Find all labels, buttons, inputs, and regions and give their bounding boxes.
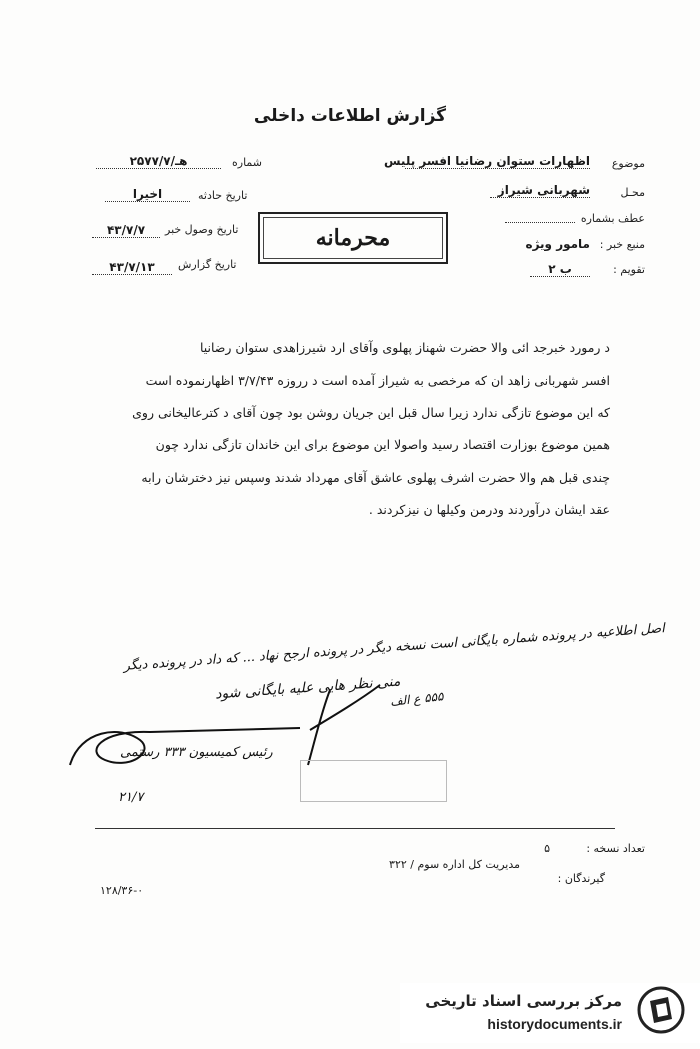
- body-line-3: که این موضوع تازگی ندارد زیرا سال قبل این جریان روشن بود چون آقای د کترعالیخانی روی: [132, 405, 610, 420]
- subject-value: اظهارات ستوان رضانیا افسر پلیس: [383, 154, 590, 168]
- place-value: شهربانی شیراز: [490, 183, 590, 198]
- subject-label: موضوع: [611, 157, 645, 170]
- reference-label: عطف بشماره: [580, 212, 645, 225]
- recipients-label: گیرندگان :: [557, 872, 605, 885]
- faint-stamp-box: [300, 760, 447, 802]
- watermark-logo-icon: [636, 985, 686, 1035]
- handwritten-signature: رئیس کمیسیون ۳۳۳ رستمی: [120, 745, 273, 760]
- confidential-stamp: [258, 212, 448, 264]
- document-title: گزارش اطلاعات داخلی: [253, 106, 447, 126]
- body-line-6: عقد ایشان درآوردند ودرمن وکیلها ن نیزکردند .: [368, 502, 610, 517]
- body-line-1: د رمورد خبرجد ائی والا حضرت شهناز پهلوی وآقای ارد شیرزاهدی ستوان رضانیا: [199, 340, 610, 355]
- calendar-value: ب ۲: [530, 262, 590, 277]
- handwritten-note-ref: ۵۵۵ ع الف: [389, 689, 445, 709]
- body-line-4: همین موضوع بوزارت اقتصاد رسید واصولا این موضوع برای این خاندان تازگی ندارد چون: [155, 437, 610, 452]
- watermark-url: historydocuments.ir: [487, 1016, 622, 1032]
- number-label: شماره: [232, 156, 263, 169]
- body-line-2: افسر شهربانی زاهد ان که مرخصی به شیراز آمده است د رروزه ۳/۷/۴۳ اظهارنموده است: [145, 373, 610, 388]
- copies-value: ۵: [544, 842, 550, 855]
- report-date-label: تاریخ گزارش: [178, 258, 237, 271]
- report-date-value: ۴۳/۷/۱۳: [92, 260, 172, 275]
- recipients-value: مدیریت کل اداره سوم / ۳۲۲: [389, 858, 520, 871]
- receive-date-label: تاریخ وصول خبر: [165, 223, 239, 236]
- event-date-label: تاریخ حادثه: [198, 189, 248, 202]
- signature-date: ۲۱/۷: [118, 790, 144, 805]
- place-label: محـل: [620, 186, 645, 199]
- number-value: ۲۵۷۷/۷/هـ: [96, 154, 221, 169]
- source-label: منبع خبر :: [599, 238, 645, 251]
- watermark-org-name: مرکز بررسی اسناد تاریخی: [425, 992, 622, 1010]
- handwritten-note-line-2: منی نظر هایی علیه بایگانی شود: [214, 673, 401, 703]
- receive-date-value: ۴۳/۷/۷: [92, 223, 160, 238]
- reference-blank: [505, 222, 575, 223]
- calendar-label: تقویم :: [613, 263, 645, 276]
- copies-label: تعداد نسخه :: [586, 842, 645, 855]
- document-reference: ۱۲۸/۳۶-۰: [100, 884, 144, 897]
- event-date-value: اخیرا: [105, 187, 190, 202]
- body-line-5: چندی قبل هم والا حضرت اشرف پهلوی عاشق آقای مهرداد شدند وسپس نیز دخترشان رابه: [141, 470, 610, 485]
- stamp-text: محرمانه: [263, 217, 443, 259]
- source-value: مامور ویژه: [525, 237, 590, 251]
- handwritten-note-line-1: اصل اطلاعیه در پرونده شماره بایگانی است نسخه دیگر در پرونده ارجح نهاد ... که داد در پرونده دیگر: [122, 621, 665, 674]
- footer-divider: [95, 828, 615, 829]
